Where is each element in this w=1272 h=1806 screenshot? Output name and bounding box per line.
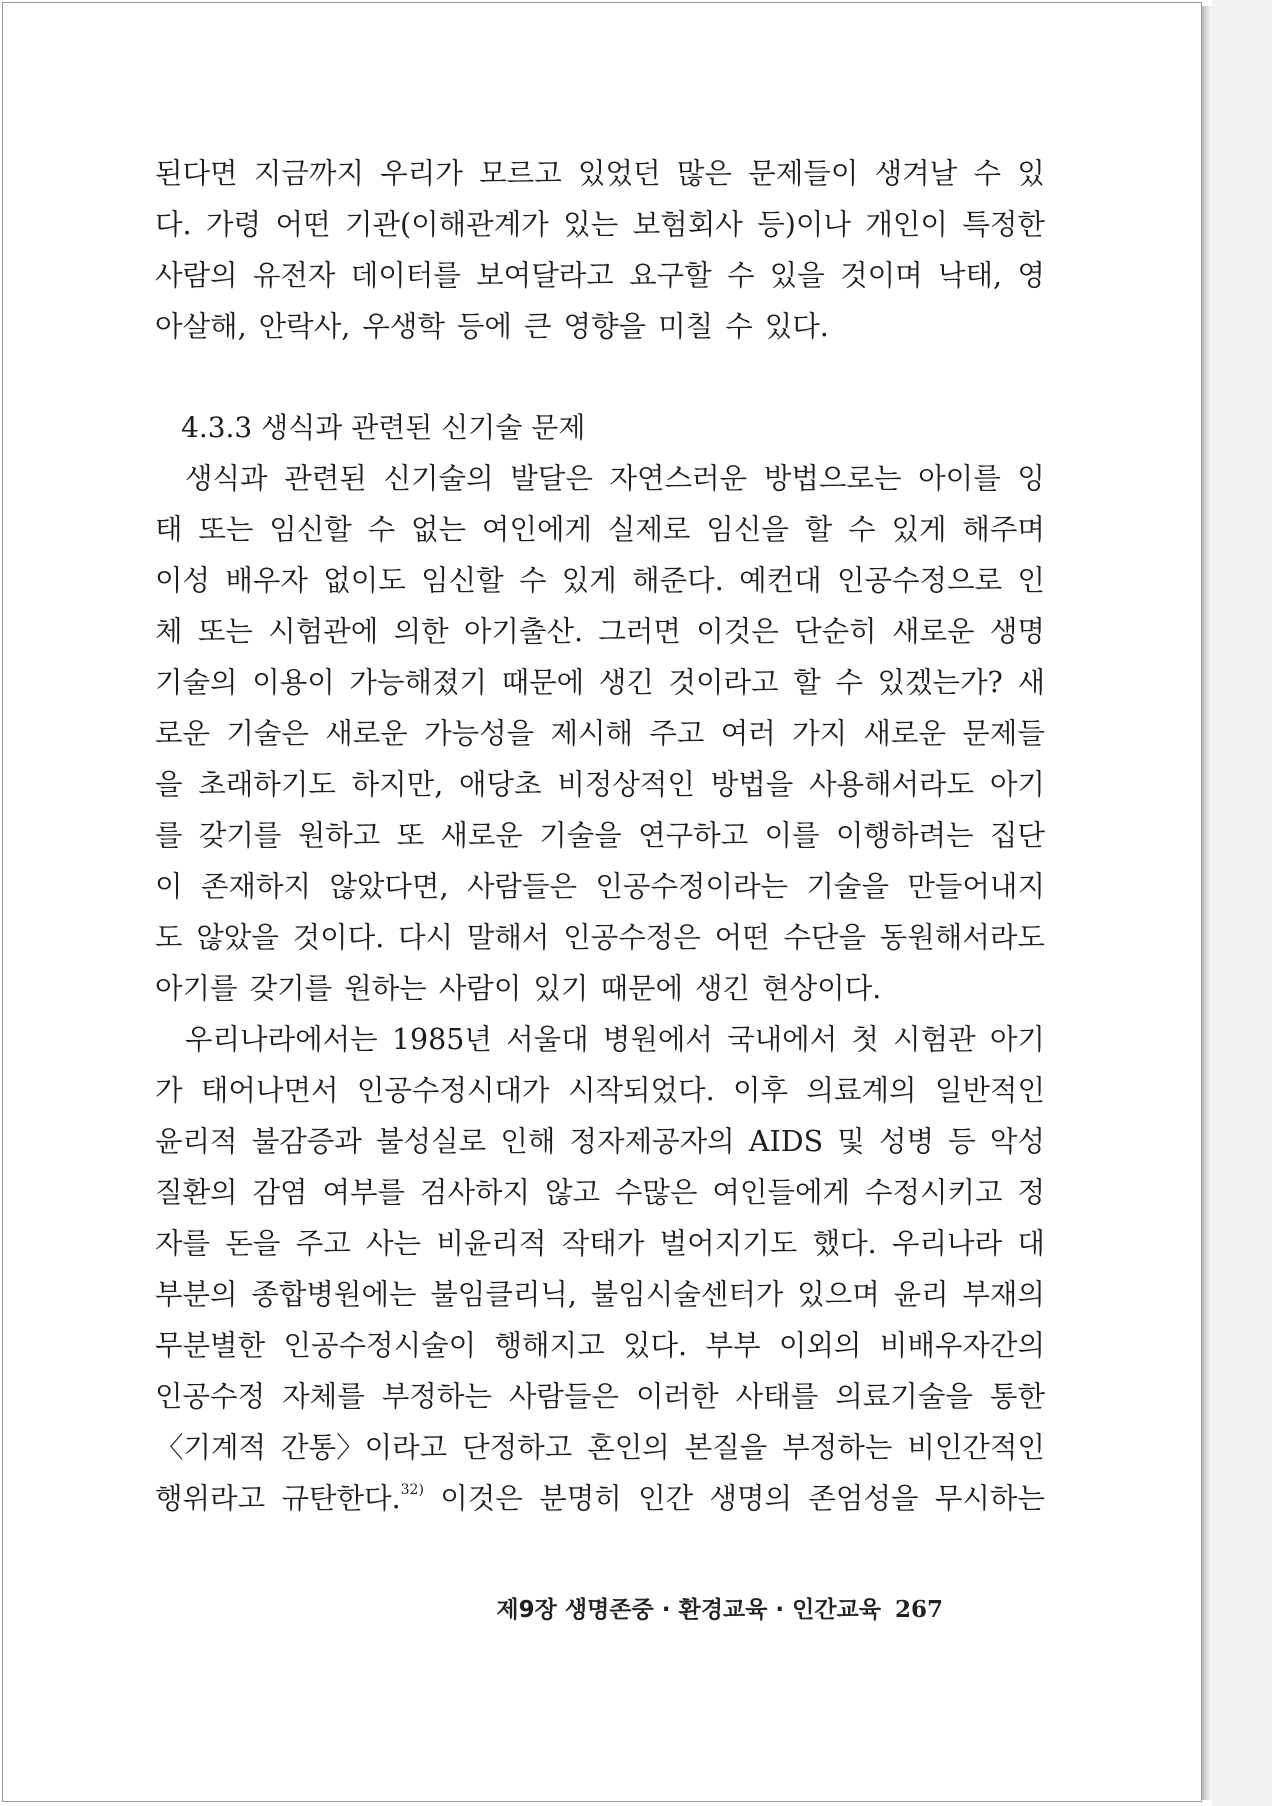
word: 기술을 bbox=[806, 870, 889, 903]
word: 여인에게 bbox=[481, 513, 593, 546]
word: 시작되었다. bbox=[567, 1074, 715, 1107]
word: 분명히 bbox=[539, 1482, 622, 1515]
word: 모르고 bbox=[479, 157, 562, 190]
word: 새로운 bbox=[892, 615, 975, 648]
word: 인공수정 bbox=[155, 1380, 266, 1413]
word: 있다. bbox=[623, 1329, 688, 1362]
word: 부부 bbox=[705, 1329, 761, 1362]
word: 불성실로 bbox=[376, 1125, 487, 1158]
word: 인공수정으로 bbox=[836, 564, 1003, 597]
word: 기술의 bbox=[155, 666, 238, 699]
word: 원하고 bbox=[297, 819, 381, 852]
word: 해준다. bbox=[632, 564, 724, 597]
word: 간통〉이라고 bbox=[281, 1431, 448, 1464]
word: 새 bbox=[1017, 666, 1045, 699]
word: 사람들은 bbox=[466, 870, 577, 903]
word: 특정한 bbox=[962, 208, 1045, 241]
word: 첫 bbox=[851, 1023, 879, 1056]
text-line bbox=[155, 1422, 1045, 1473]
word: 된다면 bbox=[155, 157, 238, 190]
word: 병원에서 bbox=[602, 1023, 713, 1056]
word: 수 bbox=[835, 666, 863, 699]
word: 없는 bbox=[411, 513, 467, 546]
word: 이성 bbox=[155, 564, 211, 597]
word: 방법으로는 bbox=[763, 462, 902, 495]
word: 개인이 bbox=[865, 208, 948, 241]
word: 수많은 bbox=[614, 1176, 698, 1209]
word: 인공수정시술이 bbox=[283, 1329, 477, 1362]
word: 때문에 bbox=[501, 666, 585, 699]
word: 대 bbox=[1017, 1227, 1045, 1260]
word: 행위라고 bbox=[155, 1482, 266, 1515]
text-line bbox=[155, 1320, 1045, 1371]
running-header-chapter: 제9장 생명존중 · 환경교육 · 인간교육 bbox=[496, 1597, 881, 1623]
word: 사람의 bbox=[155, 259, 238, 292]
word: 불임클리닉, bbox=[430, 1278, 577, 1311]
word: 있겠는가? bbox=[877, 666, 1003, 699]
paragraph bbox=[155, 148, 1045, 352]
word: 생긴 bbox=[598, 666, 654, 699]
word: 보여달라고 bbox=[476, 259, 614, 292]
word: 수 bbox=[725, 310, 753, 343]
word: 악성 bbox=[989, 1125, 1045, 1158]
word: 이 bbox=[155, 870, 183, 903]
word: 이것은 bbox=[696, 615, 779, 648]
word: 로운 bbox=[155, 717, 211, 750]
word: 것이다. bbox=[292, 921, 385, 954]
word: 지금까지 bbox=[253, 157, 364, 190]
word: 동원해서라도 bbox=[879, 921, 1045, 954]
word: 사람이 bbox=[438, 972, 522, 1005]
text-line bbox=[155, 708, 1045, 759]
word: 있으며 bbox=[797, 1278, 880, 1311]
word: 서울대 bbox=[506, 1023, 589, 1056]
word: 부분의 bbox=[155, 1278, 238, 1311]
word: 를 bbox=[155, 819, 183, 852]
word: 우생학 bbox=[362, 310, 445, 343]
word: AIDS bbox=[748, 1125, 824, 1158]
word: 본질을 bbox=[684, 1431, 768, 1464]
word: 생겨날 bbox=[874, 157, 958, 190]
word: 다시 bbox=[398, 921, 454, 954]
word: 의한 bbox=[393, 615, 449, 648]
text-line bbox=[155, 1014, 1045, 1065]
word: 자연스러운 bbox=[609, 462, 748, 495]
word: 비정상적인 bbox=[557, 768, 695, 801]
word: 자를 bbox=[155, 1227, 211, 1260]
text-line bbox=[155, 861, 1045, 912]
word: 방법을 bbox=[710, 768, 794, 801]
word: 수정시키고 bbox=[864, 1176, 1003, 1209]
word: 제시해 bbox=[550, 717, 634, 750]
word: 수 bbox=[726, 259, 755, 292]
word: 종합병원에는 bbox=[251, 1278, 417, 1311]
word: 하지만, bbox=[351, 768, 444, 801]
word: 할 bbox=[793, 666, 821, 699]
word: 여부를 bbox=[322, 1176, 406, 1209]
word: 애당초 bbox=[459, 768, 542, 801]
word: 무분별한 bbox=[155, 1329, 266, 1362]
word: 기술은 bbox=[226, 717, 309, 750]
word: 벌어지기도 bbox=[659, 1227, 798, 1260]
word: 가지 bbox=[792, 717, 848, 750]
word: 할 bbox=[804, 513, 833, 546]
text-line bbox=[155, 759, 1045, 810]
text-line bbox=[155, 199, 1045, 250]
word: 없이도 bbox=[323, 564, 406, 597]
word: 초래하기도 bbox=[198, 768, 336, 801]
word: 갖기를 bbox=[249, 972, 333, 1005]
word: 일반적인 bbox=[934, 1074, 1045, 1107]
word: 이러한 bbox=[636, 1380, 719, 1413]
word: 것이라고 bbox=[668, 666, 779, 699]
word: 을 bbox=[155, 768, 183, 801]
word: 수단을 bbox=[783, 921, 866, 954]
word: 만들어내지 bbox=[907, 870, 1045, 903]
word: 새로운 bbox=[440, 819, 523, 852]
text-line bbox=[155, 148, 1045, 199]
word: 이것은 bbox=[440, 1482, 523, 1515]
word: 임신할 bbox=[269, 513, 352, 546]
word: 이용이 bbox=[252, 666, 335, 699]
word: 생명 bbox=[989, 615, 1045, 648]
word: 요구할 bbox=[629, 259, 712, 292]
word: 여인들에게 bbox=[712, 1176, 851, 1209]
word: 생긴 bbox=[695, 972, 751, 1005]
word: 기관(이해관계가 bbox=[344, 208, 549, 241]
word: 윤리적 bbox=[155, 1125, 238, 1158]
page-body bbox=[155, 148, 1045, 1524]
word: 수 bbox=[848, 513, 876, 546]
word: 있다. bbox=[764, 310, 829, 343]
word: 단순히 bbox=[794, 615, 877, 648]
word: 부정하는 bbox=[381, 1380, 492, 1413]
word: 아기를 bbox=[155, 972, 238, 1005]
word: 새로운 bbox=[863, 717, 946, 750]
word: 있기 bbox=[533, 972, 589, 1005]
word: 현상이다. bbox=[762, 972, 882, 1005]
text-line bbox=[155, 1371, 1045, 1422]
word: 큰 bbox=[523, 310, 552, 343]
footnote-marker[interactable]: 32) bbox=[400, 1481, 424, 1498]
word: 사는 bbox=[366, 1227, 422, 1260]
word: 집단 bbox=[989, 819, 1045, 852]
word: 있게 bbox=[891, 513, 947, 546]
word: 관련된 bbox=[284, 462, 367, 495]
word: 비인간적인 bbox=[907, 1431, 1045, 1464]
word: 우리가 bbox=[380, 157, 463, 190]
book-page bbox=[2, 2, 1202, 1802]
word: 수 bbox=[973, 157, 1002, 190]
word: 원하는 bbox=[344, 972, 427, 1005]
word: 가능성을 bbox=[424, 717, 535, 750]
word: 무시하는 bbox=[934, 1482, 1045, 1515]
word: 임신을 bbox=[706, 513, 789, 546]
word: 통한 bbox=[989, 1380, 1045, 1413]
word: 이후 bbox=[733, 1074, 789, 1107]
word: 이외의 bbox=[778, 1329, 862, 1362]
word: 않았을 bbox=[196, 921, 279, 954]
word: 영 bbox=[1017, 259, 1045, 292]
word: 또는 bbox=[197, 615, 253, 648]
word: 주고 bbox=[295, 1227, 351, 1260]
word: 영향을 bbox=[563, 310, 647, 343]
paragraph bbox=[155, 1014, 1045, 1524]
word: 있었던 bbox=[578, 157, 661, 190]
text-line bbox=[155, 1167, 1045, 1218]
word: 그러면 bbox=[598, 615, 681, 648]
scan-margin bbox=[1212, 0, 1272, 1806]
word: 생명의 bbox=[709, 1482, 793, 1515]
word: 사람들은 bbox=[508, 1380, 620, 1413]
word: 등 bbox=[948, 1125, 976, 1158]
word: 등)이나 bbox=[757, 208, 851, 241]
paragraph bbox=[155, 453, 1045, 1014]
word: 아기 bbox=[989, 768, 1045, 801]
word: 의료기술을 bbox=[835, 1380, 973, 1413]
word: 해주며 bbox=[962, 513, 1045, 546]
text-line bbox=[155, 810, 1045, 861]
word: 여러 bbox=[720, 717, 776, 750]
word: 태어나면서 bbox=[200, 1074, 339, 1107]
word: 질환의 bbox=[155, 1176, 238, 1209]
word: 혼인의 bbox=[587, 1431, 670, 1464]
word: 보험회사 bbox=[632, 208, 743, 241]
word: 비배우자간의 bbox=[879, 1329, 1045, 1362]
word: 부정하는 bbox=[782, 1431, 893, 1464]
text-line bbox=[155, 606, 1045, 657]
word: 의료계의 bbox=[806, 1074, 917, 1107]
word: 문제들이 bbox=[748, 157, 859, 190]
word: 수 bbox=[518, 564, 547, 597]
word: 주고 bbox=[649, 717, 705, 750]
text-line-with-footnote bbox=[155, 1473, 1045, 1524]
word: 있게 bbox=[561, 564, 617, 597]
word: 실제로 bbox=[607, 513, 691, 546]
text-line bbox=[155, 504, 1045, 555]
word: 갖기를 bbox=[198, 819, 282, 852]
word: 이행하려는 bbox=[835, 819, 974, 852]
word: 비윤리적 bbox=[436, 1227, 547, 1260]
word: 안락사, bbox=[258, 310, 351, 343]
page-number: 267 bbox=[894, 1596, 943, 1623]
text-line bbox=[155, 453, 1045, 504]
word: 불감증과 bbox=[251, 1125, 362, 1158]
word: 정 bbox=[1017, 1176, 1045, 1209]
word: 미칠 bbox=[658, 310, 714, 343]
word: 가 bbox=[155, 1074, 183, 1107]
word: 존재하지 bbox=[200, 870, 311, 903]
text-line bbox=[155, 963, 1045, 1014]
word: 아살해, bbox=[155, 310, 247, 343]
word: 국내에서 bbox=[727, 1023, 838, 1056]
word: 있는 bbox=[563, 208, 619, 241]
word: 아기출산. bbox=[463, 615, 584, 648]
text-line bbox=[155, 1269, 1045, 1320]
word: 새로운 bbox=[325, 717, 408, 750]
word: 다. bbox=[155, 208, 192, 241]
page-edge-shadow bbox=[1202, 6, 1212, 1800]
word: 사태를 bbox=[735, 1380, 819, 1413]
word: 등에 bbox=[456, 310, 512, 343]
word: 감염 bbox=[252, 1176, 308, 1209]
text-line bbox=[155, 301, 1045, 352]
word: 인공수정은 bbox=[563, 921, 701, 954]
word: 말해서 bbox=[466, 921, 550, 954]
word: 시험관 bbox=[893, 1023, 976, 1056]
word: 잉 bbox=[1017, 462, 1045, 495]
word: 기술을 bbox=[539, 819, 622, 852]
text-line bbox=[155, 912, 1045, 963]
text-line bbox=[155, 555, 1045, 606]
text-line bbox=[155, 250, 1045, 301]
word: 유전자 bbox=[252, 259, 336, 292]
word: 부재의 bbox=[962, 1278, 1045, 1311]
word: 인간 bbox=[638, 1482, 694, 1515]
word: 임신할 bbox=[421, 564, 504, 597]
word: 수 bbox=[367, 513, 396, 546]
word: 많은 bbox=[676, 157, 732, 190]
word: 단정하고 bbox=[462, 1431, 573, 1464]
word: 가능해졌기 bbox=[349, 666, 488, 699]
word: 정자제공자의 bbox=[569, 1125, 735, 1158]
word: 인 bbox=[1017, 564, 1045, 597]
text-line bbox=[155, 657, 1045, 708]
word: 또는 bbox=[198, 513, 254, 546]
word: 아기 bbox=[989, 1023, 1045, 1056]
word: 생식과 bbox=[185, 462, 268, 495]
word: 문제들 bbox=[962, 717, 1045, 750]
word: 1985년 bbox=[391, 1023, 492, 1056]
word: 인공수정이라는 bbox=[595, 870, 789, 903]
word: 우리나라에서는 bbox=[185, 1023, 378, 1056]
word: 또 bbox=[396, 819, 425, 852]
word: 검사하지 bbox=[419, 1176, 531, 1209]
word: 신기술의 bbox=[383, 462, 494, 495]
word: 사용해서라도 bbox=[809, 768, 975, 801]
word: 규탄한다.$^{32)}$ bbox=[281, 1481, 424, 1515]
word: 데이터를 bbox=[350, 259, 461, 292]
section-heading: 4.3.3 생식과 관련된 신기술 문제 bbox=[181, 411, 586, 444]
word: 행해지고 bbox=[494, 1329, 605, 1362]
word: 우리나라 bbox=[892, 1227, 1003, 1260]
word: 있을 bbox=[769, 259, 825, 292]
word: 있 bbox=[1017, 157, 1045, 190]
word: 어떤 bbox=[714, 921, 770, 954]
word: 및 bbox=[837, 1125, 865, 1158]
word: 어떤 bbox=[275, 208, 331, 241]
word: 예컨대 bbox=[739, 564, 822, 597]
word: 연구하고 bbox=[638, 819, 749, 852]
word: 불임시술센터가 bbox=[590, 1278, 784, 1311]
word: 않았다면, bbox=[329, 870, 449, 903]
word: 배우자 bbox=[225, 564, 308, 597]
word: 시험관에 bbox=[268, 615, 379, 648]
text-line bbox=[155, 1116, 1045, 1167]
word: 성병 bbox=[878, 1125, 934, 1158]
word: 〈기계적 bbox=[155, 1431, 267, 1464]
page-footer bbox=[496, 1591, 943, 1624]
word: 작태가 bbox=[561, 1227, 645, 1260]
word: 자체를 bbox=[282, 1380, 365, 1413]
word: 아이를 bbox=[918, 462, 1001, 495]
word: 존엄성을 bbox=[808, 1482, 919, 1515]
text-line bbox=[155, 1218, 1045, 1269]
word: 발달은 bbox=[510, 462, 593, 495]
word: 돈을 bbox=[225, 1227, 281, 1260]
word: 태 bbox=[155, 513, 183, 546]
word: 가령 bbox=[206, 208, 262, 241]
word: 도 bbox=[155, 921, 183, 954]
word: 것이며 bbox=[840, 259, 923, 292]
word: 윤리 bbox=[893, 1278, 949, 1311]
text-line bbox=[155, 1065, 1045, 1116]
word: 않고 bbox=[544, 1176, 600, 1209]
word: 때문에 bbox=[600, 972, 684, 1005]
word: 이를 bbox=[764, 819, 820, 852]
word: 체 bbox=[155, 615, 183, 648]
word: 낙태, bbox=[938, 259, 1003, 292]
word: 인해 bbox=[500, 1125, 556, 1158]
word: 했다. bbox=[812, 1227, 877, 1260]
word: 인공수정시대가 bbox=[356, 1074, 550, 1107]
